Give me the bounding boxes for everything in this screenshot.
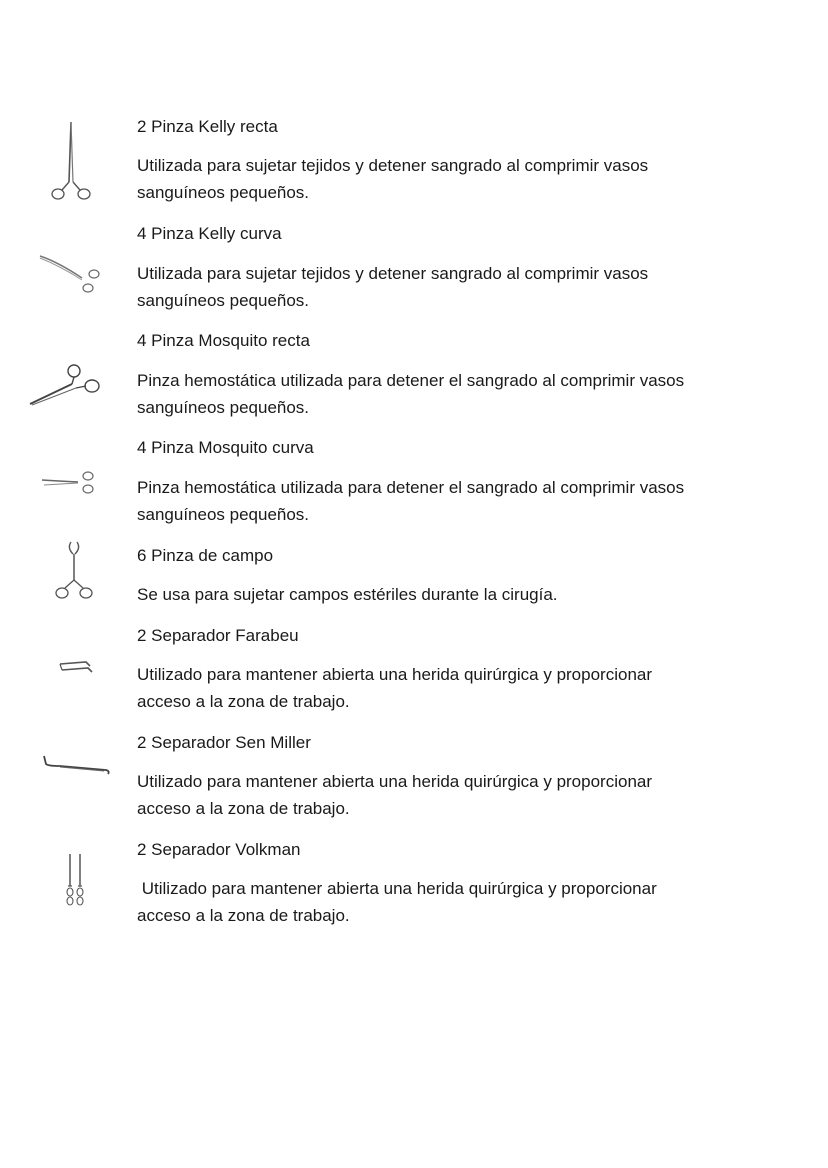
- instrument-description: Utilizada para sujetar tejidos y detener sangrado al comprimir vasos sanguíneos pequeños.: [137, 156, 649, 202]
- instrument-title: 4 Pinza Mosquito recta: [137, 331, 310, 350]
- instrument-title: 2 Pinza Kelly recta: [137, 117, 278, 136]
- curved-kelly-forceps-icon: [38, 252, 102, 296]
- instrument-description: Utilizado para mantener abierta una herida quirúrgica y proporcionar acceso a la zona de trabajo.: [137, 879, 662, 925]
- instrument-title: 2 Separador Sen Miller: [137, 733, 311, 752]
- instrument-description: Pinza hemostática utilizada para detener el sangrado al comprimir vasos sanguíneos pequeños.: [137, 478, 685, 524]
- farabeuf-retractor-icon: [56, 658, 96, 678]
- instrument-title: 6 Pinza de campo: [137, 546, 274, 565]
- instrument-description: Pinza hemostática utilizada para detener el sangrado al comprimir vasos sanguíneos pequeños.: [137, 371, 685, 417]
- instrument-description: Utilizado para mantener abierta una herida quirúrgica y proporcionar acceso a la zona de trabajo.: [137, 772, 653, 818]
- volkman-retractor-icon: [60, 852, 90, 910]
- instrument-title: 4 Pinza Kelly curva: [137, 224, 282, 243]
- curved-mosquito-forceps-icon: [40, 468, 98, 496]
- instrument-description: Se usa para sujetar campos estériles durante la cirugía.: [137, 585, 558, 604]
- instrument-description: Utilizada para sujetar tejidos y detener sangrado al comprimir vasos sanguíneos pequeños.: [137, 264, 649, 310]
- straight-kelly-forceps-icon: [48, 120, 94, 202]
- towel-clamp-icon: [53, 540, 97, 602]
- instrument-title: 2 Separador Volkman: [137, 840, 301, 859]
- senn-miller-retractor-icon: [40, 754, 112, 776]
- instrument-description: Utilizado para mantener abierta una herida quirúrgica y proporcionar acceso a la zona de trabajo.: [137, 665, 653, 711]
- instrument-title: 4 Pinza Mosquito curva: [137, 438, 314, 457]
- instrument-title: 2 Separador Farabeu: [137, 626, 299, 645]
- straight-mosquito-forceps-icon: [28, 362, 102, 408]
